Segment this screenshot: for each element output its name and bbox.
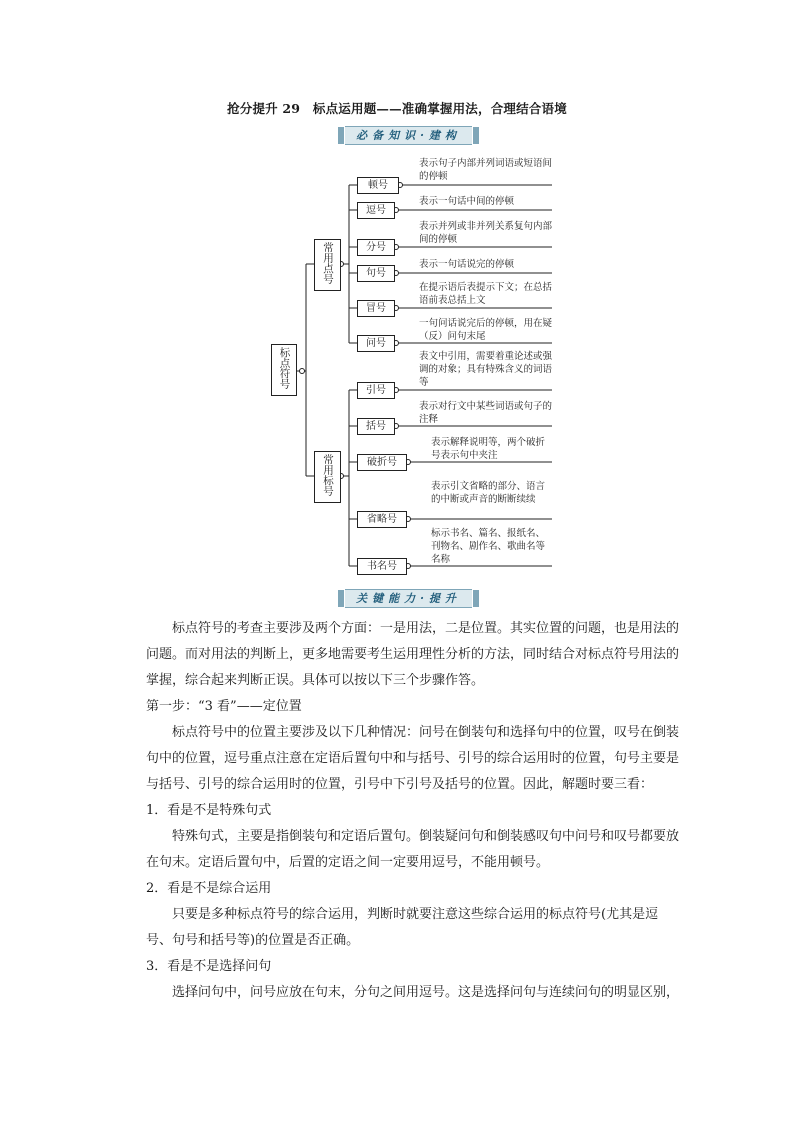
subheading-1: 1．看是不是特殊句式 — [146, 803, 272, 818]
desc-wenhao: 一句问话说完后的停顿，用在疑（反）问句末尾 — [419, 318, 553, 342]
node-shuminghao: 书名号 — [357, 558, 407, 575]
desc-shenglvehao: 表示引文省略的部分、语言的中断或声音的断断续续 — [431, 481, 546, 505]
desc-douhao: 表示一句话中间的停顿 — [419, 196, 515, 207]
node-shenglvehao: 省略号 — [357, 511, 407, 528]
node-yinhao: 引号 — [357, 382, 395, 399]
desc-pozhehao: 表示解释说明等，两个破折号表示句中夹注 — [431, 437, 546, 461]
desc-yinhao: 表文中引用，需要着重论述或强调的对象；具有特殊含义的词语等 — [419, 351, 553, 388]
desc-kuohao: 表示对行文中某些词语或句子的注释 — [419, 401, 553, 425]
page-title: 抢分提升 29 标点运用题——准确掌握用法，合理结合语境 — [227, 101, 567, 116]
subheading-2: 2．看是不是综合运用 — [146, 881, 272, 896]
subheading-3: 3．看是不是选择问句 — [146, 959, 272, 974]
desc-maohao: 在提示语后表提示下文；在总括语前表总括上文 — [419, 282, 553, 306]
paragraph-choice-question: 选择问句中，问号应放在句末，分句之间用逗号。这是选择问句与连续问句的明显区别， — [172, 985, 680, 1000]
node-wenhao: 问号 — [357, 335, 395, 352]
desc-dunhao: 表示句子内部并列词语或短语间的停顿 — [419, 158, 553, 182]
step-heading: 第一步：“3 看”——定位置 — [146, 699, 302, 714]
node-juhao: 句号 — [357, 265, 395, 282]
node-dunhao: 顿号 — [357, 177, 399, 194]
node-douhao: 逗号 — [357, 202, 395, 219]
desc-juhao: 表示一句话说完的停顿 — [419, 259, 515, 270]
node-fenhao: 分号 — [357, 239, 395, 256]
root-node: 标点符号 — [271, 344, 297, 396]
paragraph-special-sentence: 特殊句式，主要是指倒装句和定语后置句。倒装疑问句和倒装感叹句中问号和叹号都要放在句末。定语后置句中，后置的定语之间一定要用逗号，不能用顿号。 — [146, 829, 680, 870]
node-kuohao: 括号 — [357, 418, 395, 435]
paragraph-positions: 标点符号中的位置主要涉及以下几种情况：问号在倒装句和选择句中的位置，叹号在倒装句中的位置，逗号重点注意在定语后置句中和与括号、引号的综合运用时的位置，句号主要是与括号、引号的综合运用时的位置，引号中下引号及括号的位置。因此，解题时要三看： — [146, 725, 680, 792]
body-content — [146, 616, 679, 1006]
paragraph-intro: 标点符号的考查主要涉及两个方面：一是用法，二是位置。其实位置的问题，也是用法的问题。而对用法的判断上，更多地需要考生运用理性分析的方法，同时结合对标点符号用法的掌握，综合起来判断正误。具体可以按以下三个步骤作答。 — [146, 621, 680, 688]
node-maohao: 冒号 — [357, 300, 395, 317]
group-node-marks: 常用标号 — [314, 451, 341, 503]
desc-shuminghao: 标示书名、篇名、报纸名、刊物名、剧作名、歌曲名等名称 — [431, 528, 546, 565]
group-node-punctuation: 常用点号 — [314, 239, 341, 291]
desc-fenhao: 表示并列或非并列关系复句内部间的停顿 — [419, 221, 553, 245]
section-banner-ability: 关键能力·提升 — [345, 589, 472, 608]
paragraph-combined-use: 只要是多种标点符号的综合运用，判断时就要注意这些综合运用的标点符号(尤其是逗号、句号和括号等)的位置是否正确。 — [146, 907, 659, 948]
section-banner-knowledge: 必备知识·建构 — [345, 126, 472, 145]
node-pozhehao: 破折号 — [357, 454, 407, 471]
